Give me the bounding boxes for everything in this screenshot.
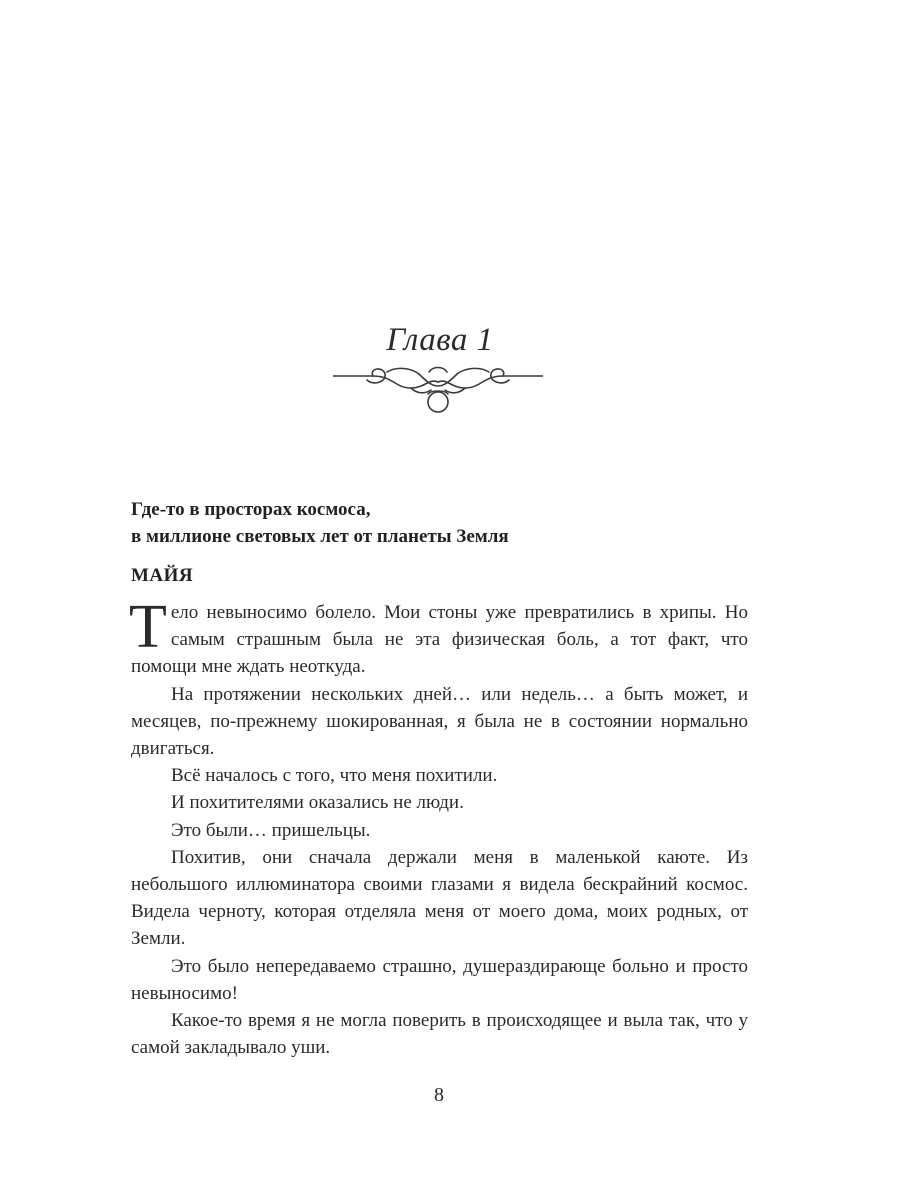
- paragraph: Это было непередаваемо страшно, душераздирающе больно и просто невыносимо!: [131, 955, 748, 1004]
- location-heading: [131, 496, 509, 550]
- location-line-2: в миллионе световых лет от планеты Земля: [131, 526, 509, 547]
- flourish-divider-icon: [333, 364, 543, 424]
- chapter-title: Глава 1: [386, 322, 494, 358]
- drop-cap: Т: [129, 593, 167, 661]
- paragraph: На протяжении нескольких дней… или недель… а быть может, и месяцев, по-прежнему шокированная, я была не в состоянии нормально двигаться.: [131, 683, 748, 760]
- paragraph: И похитителями оказались не люди.: [171, 792, 464, 814]
- paragraph: Какое-то время я не могла поверить в происходящее и выла так, что у самой закладывало уши.: [131, 1010, 748, 1059]
- pov-character-heading: МАЙЯ: [131, 565, 194, 586]
- paragraph: Похитив, они сначала держали меня в маленькой каюте. Из небольшого иллюминатора своими глазами я видела бескрайний космос. Видела черноту, которая отделяла меня от моего дома, моих родных, от Земли.: [131, 846, 748, 950]
- paragraph: [129, 593, 748, 681]
- page-number: 8: [434, 1084, 444, 1106]
- paragraph: Всё началось с того, что меня похитили.: [171, 765, 498, 787]
- chapter-body: [129, 593, 748, 1061]
- location-line-1: Где-то в просторах космоса,: [131, 499, 371, 520]
- paragraph: Это были… пришельцы.: [171, 819, 371, 841]
- paragraph-text: ело невыносимо болело. Мои стоны уже превратились в хрипы. Но самым страшным была не эта физическая боль, а тот факт, что помощи мне ждать неоткуда.: [131, 602, 748, 678]
